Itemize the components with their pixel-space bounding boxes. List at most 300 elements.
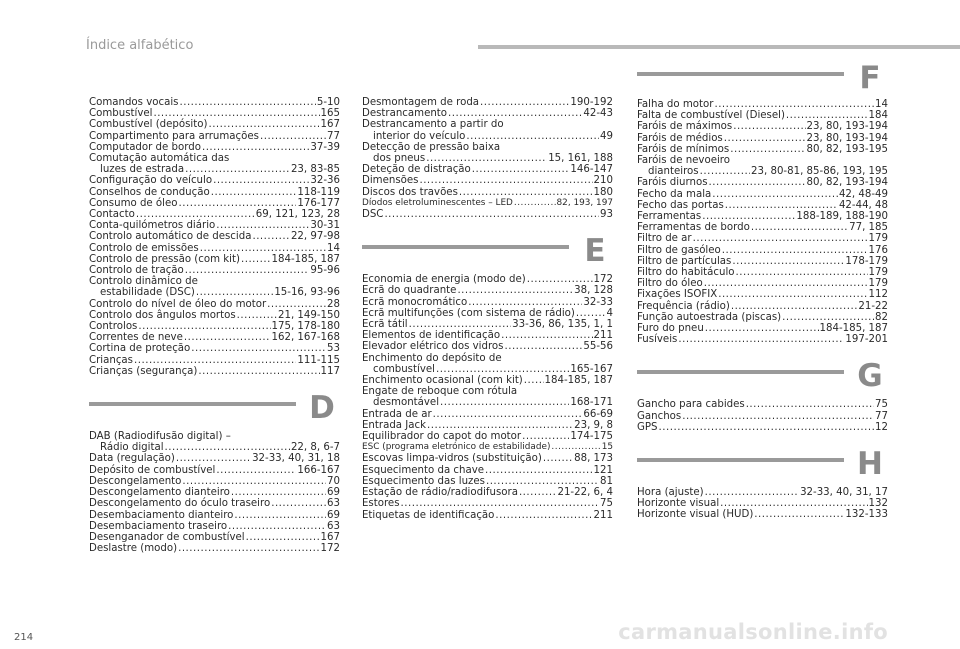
entry-label: Controlo automático de descida xyxy=(89,231,252,243)
index-entry xyxy=(637,509,888,520)
entry-label: Ferramentas de bordo xyxy=(637,222,750,234)
dot-leader xyxy=(782,312,874,323)
entry-label: Controlo do nível de óleo do motor xyxy=(89,298,267,310)
index-entry xyxy=(637,189,888,200)
entry-label: Falha do motor xyxy=(637,99,714,110)
entry-pages: 55-56 xyxy=(583,341,613,353)
index-entry xyxy=(89,254,340,265)
dot-leader xyxy=(704,278,868,289)
entry-label: Compartimento para arrumações xyxy=(89,130,259,142)
index-entry xyxy=(637,289,888,300)
entry-pages: 167 xyxy=(320,119,340,131)
index-entry xyxy=(362,330,613,341)
dot-leader xyxy=(440,397,569,408)
entry-label: Etiquetas de identificação xyxy=(362,509,495,521)
entry-pages: 5-10 xyxy=(316,97,340,108)
index-entry xyxy=(637,166,888,177)
entry-label: Furo do pneu xyxy=(637,323,704,335)
entry-label: Fusíveis xyxy=(637,334,678,346)
entry-label: Faróis diurnos xyxy=(637,177,708,189)
dot-leader xyxy=(176,453,251,464)
entry-label: Crianças (segurança) xyxy=(89,365,198,377)
dot-leader xyxy=(712,189,838,200)
dot-leader xyxy=(246,532,320,543)
entry-label: Contacto xyxy=(89,209,135,221)
entry-pages: 168-171 xyxy=(570,397,613,409)
entry-label: dos pneus xyxy=(373,153,426,165)
dot-leader xyxy=(136,209,255,220)
entry-pages: 28 xyxy=(327,298,340,310)
index-entry xyxy=(89,310,340,321)
entry-label: Controlo de tração xyxy=(89,265,184,277)
index-entry xyxy=(362,375,613,386)
entry-pages: 30-31 xyxy=(310,220,340,232)
dot-leader xyxy=(216,220,309,231)
dot-leader xyxy=(659,422,875,433)
entry-pages: 23, 80, 193-194 xyxy=(806,121,888,133)
dot-leader xyxy=(384,209,599,220)
entry-pages: 174-175 xyxy=(570,431,613,443)
dot-leader xyxy=(427,420,573,431)
entry-pages: 66-69 xyxy=(583,408,613,420)
entry-pages: 23, 83-85 xyxy=(290,164,340,176)
entry-label: Correntes de neve xyxy=(89,332,183,344)
index-column-2 xyxy=(362,97,613,521)
index-entry xyxy=(89,343,340,354)
entry-label: Engate de reboque com rótula xyxy=(362,386,518,398)
dot-leader xyxy=(237,310,277,321)
section-letter: E xyxy=(584,233,606,270)
section-rule xyxy=(637,72,844,76)
index-entry xyxy=(89,97,340,108)
section-header xyxy=(637,61,888,99)
entry-pages: 14 xyxy=(875,99,888,110)
index-entry xyxy=(362,285,613,296)
dot-leader xyxy=(700,166,750,177)
entry-pages: 178-179 xyxy=(845,255,888,267)
dot-leader xyxy=(202,142,309,153)
watermark: carmanualsonline.info xyxy=(618,620,888,644)
entry-label: Discos dos travões xyxy=(362,186,458,198)
dot-leader xyxy=(260,131,326,142)
dot-leader xyxy=(702,211,795,222)
entry-label: Destrancamento a partir do xyxy=(362,119,504,131)
index-entry xyxy=(637,99,888,110)
entry-label: Data (regulação) xyxy=(89,453,175,465)
index-entry xyxy=(362,498,613,509)
dot-leader xyxy=(401,498,600,509)
entry-pages: 75 xyxy=(875,399,888,411)
entry-label: Estores xyxy=(362,498,400,510)
entry-pages: 77 xyxy=(327,130,340,142)
dot-leader xyxy=(733,121,805,132)
index-entry xyxy=(637,144,888,155)
index-entry xyxy=(362,198,613,209)
index-entry xyxy=(362,341,613,352)
entry-pages: 117 xyxy=(320,365,340,377)
dot-leader xyxy=(714,99,874,110)
entry-pages: 32-33, 40, 31, 18 xyxy=(252,453,340,465)
entry-label: Entrada de ar xyxy=(362,408,432,420)
entry-label: Conselhos de condução xyxy=(89,186,210,198)
entry-pages: 23, 9, 8 xyxy=(574,419,613,431)
dot-leader xyxy=(231,487,326,498)
dot-leader xyxy=(241,254,271,265)
index-entry xyxy=(637,110,888,121)
dot-leader xyxy=(433,409,583,420)
index-entry xyxy=(637,245,888,256)
index-section xyxy=(89,391,340,554)
dot-leader xyxy=(448,108,582,119)
entry-label: Horizonte visual (HUD) xyxy=(637,509,754,521)
section-letter: F xyxy=(859,60,881,96)
entry-pages: 95-96 xyxy=(310,265,340,277)
entry-pages: 211 xyxy=(593,509,613,521)
entry-pages: 22, 8, 6-7 xyxy=(290,442,340,454)
entry-label: GPS xyxy=(637,421,658,433)
entry-label: Depósito de combustível xyxy=(89,464,216,476)
entry-label: Esquecimento das luzes xyxy=(362,475,485,487)
entry-pages: 179 xyxy=(868,233,888,245)
section-letter: H xyxy=(857,446,883,483)
section-letter: D xyxy=(309,390,335,427)
entry-label: ESC (programa eletrónico de estabilidade) xyxy=(362,442,551,453)
index-entry xyxy=(637,256,888,267)
index-entry xyxy=(89,521,340,532)
dot-leader xyxy=(504,341,582,352)
dot-leader xyxy=(468,297,582,308)
entry-pages: 49 xyxy=(600,130,613,142)
entry-label: Consumo de óleo xyxy=(89,197,178,209)
dot-leader xyxy=(459,187,593,198)
entry-pages: 23, 80, 193-194 xyxy=(806,132,888,144)
section-rule xyxy=(637,370,844,374)
index-entry xyxy=(89,355,340,366)
section-header xyxy=(637,359,888,399)
entry-label: Ecrã monocromático xyxy=(362,296,468,308)
index-entry xyxy=(637,487,888,498)
entry-label: Enchimento ocasional (com kit) xyxy=(362,375,523,387)
dot-leader xyxy=(725,200,838,211)
dot-leader xyxy=(543,453,573,464)
section-header xyxy=(637,447,888,487)
entry-pages: 132 xyxy=(868,498,888,510)
index-entry xyxy=(89,366,340,377)
entry-pages: 82, 193, 197 xyxy=(556,197,613,208)
entry-label: Filtro de ar xyxy=(637,233,692,245)
index-entry xyxy=(362,164,613,175)
dot-leader xyxy=(267,299,326,310)
dot-leader xyxy=(682,411,874,422)
index-entry xyxy=(362,364,613,375)
dot-leader xyxy=(185,164,290,175)
dot-leader xyxy=(722,245,868,256)
entry-pages: 4 xyxy=(606,307,613,319)
entry-label: Entrada Jack xyxy=(362,419,427,431)
entry-pages: 180 xyxy=(593,186,613,198)
index-entry xyxy=(637,323,888,334)
entry-pages: 112 xyxy=(868,289,888,301)
dot-leader xyxy=(514,198,556,209)
index-entry xyxy=(362,153,613,164)
entry-label: Fecho das portas xyxy=(637,199,724,211)
entry-label: Desembaciamento traseiro xyxy=(89,520,228,532)
entry-pages: 162, 167-168 xyxy=(271,332,340,344)
index-entry xyxy=(362,97,613,108)
dot-leader xyxy=(178,543,319,554)
entry-label: Enchimento do depósito de xyxy=(362,352,502,364)
index-entry xyxy=(362,510,613,521)
entry-pages: 42, 48-49 xyxy=(838,188,888,200)
index-entry xyxy=(637,399,888,410)
index-entry xyxy=(362,353,613,364)
entry-label: Função autoestrada (piscas) xyxy=(637,311,782,323)
entry-label: DSC xyxy=(362,209,384,221)
entry-pages: 167 xyxy=(320,531,340,543)
index-entry xyxy=(362,142,613,153)
entry-pages: 63 xyxy=(327,520,340,532)
index-entry xyxy=(89,220,340,231)
entry-pages: 179 xyxy=(868,267,888,279)
dot-leader xyxy=(153,108,319,119)
dot-leader xyxy=(179,198,297,209)
index-entry xyxy=(362,465,613,476)
entry-label: luzes de estrada xyxy=(100,164,185,176)
entry-pages: 80, 82, 193-194 xyxy=(806,177,888,189)
entry-label: Fixações ISOFIX xyxy=(637,289,718,301)
index-entry xyxy=(637,498,888,509)
entry-label: Hora (ajuste) xyxy=(637,487,704,499)
dot-leader xyxy=(705,487,799,498)
dot-leader xyxy=(485,465,593,476)
index-entry xyxy=(89,498,340,509)
entry-pages: 42-44, 48 xyxy=(838,199,888,211)
entry-label: Horizonte visual xyxy=(637,498,720,510)
entry-label: Combustível xyxy=(89,108,153,120)
entry-pages: 69 xyxy=(327,509,340,521)
entry-label: Ferramentas xyxy=(637,211,702,223)
entry-label: Elementos de identificação xyxy=(362,330,501,342)
index-entry xyxy=(362,297,613,308)
entry-label: Rádio digital xyxy=(100,442,164,454)
dot-leader xyxy=(720,498,867,509)
index-entry xyxy=(89,476,340,487)
entry-pages: 179 xyxy=(868,278,888,290)
entry-label: Faróis de máximos xyxy=(637,121,733,133)
entry-label: Estação de rádio/radiodifusora xyxy=(362,487,518,499)
entry-pages: 69 xyxy=(327,487,340,499)
dot-leader xyxy=(216,465,296,476)
index-entry xyxy=(362,187,613,198)
entry-label: Deslastre (modo) xyxy=(89,543,178,555)
index-entry xyxy=(362,453,613,464)
dot-leader xyxy=(419,175,592,186)
dot-leader xyxy=(522,431,569,442)
dot-leader xyxy=(705,323,819,334)
index-entry xyxy=(89,131,340,142)
entry-pages: 37-39 xyxy=(310,141,340,153)
index-entry xyxy=(89,287,340,298)
entry-pages: 211 xyxy=(593,330,613,342)
entry-pages: 15-16, 93-96 xyxy=(274,287,340,299)
index-entry xyxy=(89,431,340,442)
entry-pages: 21-22 xyxy=(858,300,888,312)
index-entry xyxy=(637,121,888,132)
index-entry xyxy=(637,177,888,188)
entry-label: Filtro de gasóleo xyxy=(637,244,721,256)
dot-leader xyxy=(191,343,326,354)
dot-leader xyxy=(754,509,844,520)
entry-label: Comandos vocais xyxy=(89,97,179,108)
index-entry xyxy=(89,510,340,521)
index-section xyxy=(637,447,888,521)
index-entry xyxy=(637,155,888,166)
entry-pages: 21-22, 6, 4 xyxy=(557,487,613,499)
entry-pages: 184 xyxy=(868,110,888,122)
entry-pages: 111-115 xyxy=(297,354,340,366)
entry-label: Desenganador de combustível xyxy=(89,531,245,543)
dot-leader xyxy=(271,498,326,509)
entry-pages: 53 xyxy=(327,343,340,355)
entry-pages: 172 xyxy=(593,274,613,286)
index-entry xyxy=(89,276,340,287)
dot-leader xyxy=(409,319,512,330)
section-rule xyxy=(637,458,844,462)
dot-leader xyxy=(138,321,270,332)
entry-label: Comutação automática das xyxy=(89,153,230,165)
index-entry xyxy=(362,119,613,130)
index-entry xyxy=(89,119,340,130)
entry-pages: 210 xyxy=(593,175,613,187)
section-header xyxy=(89,391,340,431)
entry-pages: 80, 82, 193-195 xyxy=(806,143,888,155)
dot-leader xyxy=(693,233,868,244)
index-entry xyxy=(362,420,613,431)
index-entry xyxy=(637,233,888,244)
header-bar xyxy=(478,45,960,49)
entry-pages: 42-43 xyxy=(583,108,613,120)
section-rule xyxy=(362,245,569,249)
dot-leader xyxy=(724,133,806,144)
entry-pages: 184-185, 187 xyxy=(544,375,613,387)
entry-label: Computador de bordo xyxy=(89,141,201,153)
header-title: Índice alfabético xyxy=(86,38,194,53)
index-entry xyxy=(637,278,888,289)
section-rule xyxy=(89,402,296,406)
entry-pages: 118-119 xyxy=(297,186,340,198)
index-section xyxy=(637,359,888,433)
entry-pages: 165 xyxy=(320,108,340,120)
dot-leader xyxy=(182,476,326,487)
entry-label: Descongelamento do óculo traseiro xyxy=(89,498,271,510)
section-header xyxy=(362,234,613,274)
index-entry xyxy=(89,532,340,543)
entry-label: Controlo dinâmico de xyxy=(89,276,198,288)
dot-leader xyxy=(730,144,805,155)
index-entry xyxy=(89,142,340,153)
entry-pages: 176 xyxy=(868,244,888,256)
dot-leader xyxy=(678,334,844,345)
index-entry xyxy=(89,543,340,554)
index-entry xyxy=(362,487,613,498)
entry-label: Ecrã do quadrante xyxy=(362,285,457,297)
index-entry xyxy=(89,108,340,119)
index-entry xyxy=(89,198,340,209)
entry-pages: 69, 121, 123, 28 xyxy=(255,209,340,221)
index-entry xyxy=(362,397,613,408)
index-entry xyxy=(637,301,888,312)
dot-leader xyxy=(252,231,290,242)
entry-label: Filtro do óleo xyxy=(637,278,703,290)
entry-pages: 184-185, 187 xyxy=(271,253,340,265)
index-entry xyxy=(637,222,888,233)
entry-label: Deteção de distração xyxy=(362,164,471,176)
entry-label: Fecho da mala xyxy=(637,188,712,200)
index-entry xyxy=(637,334,888,345)
entry-label: Esquecimento da chave xyxy=(362,464,485,476)
entry-pages: 176-177 xyxy=(297,197,340,209)
entry-label: Crianças xyxy=(89,354,133,366)
entry-pages: 88, 173 xyxy=(574,453,613,465)
entry-label: Equilibrador do capot do motor xyxy=(362,431,522,443)
index-entry xyxy=(637,200,888,211)
index-entry xyxy=(637,267,888,278)
entry-pages: 175, 178-180 xyxy=(271,321,340,333)
index-entry xyxy=(362,431,613,442)
entry-pages: 81 xyxy=(600,475,613,487)
entry-pages: 12 xyxy=(875,421,888,433)
entry-label: Frequência (rádio) xyxy=(637,300,730,312)
section-letter: G xyxy=(857,358,883,395)
dot-leader xyxy=(234,510,326,521)
entry-label: Elevador elétrico dos vidros xyxy=(362,341,504,353)
index-entry xyxy=(89,321,340,332)
dot-leader xyxy=(551,442,600,453)
index-entry xyxy=(89,153,340,164)
dot-leader xyxy=(524,375,544,386)
dot-leader xyxy=(466,131,599,142)
dot-leader xyxy=(185,265,310,276)
index-entry xyxy=(637,211,888,222)
index-entry xyxy=(362,131,613,142)
entry-pages: 188-189, 188-190 xyxy=(796,211,888,223)
entry-pages: 33-36, 86, 135, 1, 1 xyxy=(512,319,613,331)
index-entry xyxy=(89,187,340,198)
entry-label: DAB (Radiodifusão digital) – xyxy=(89,431,231,443)
index-entry xyxy=(89,332,340,343)
entry-pages: 21, 149-150 xyxy=(277,309,340,321)
index-entry xyxy=(637,411,888,422)
dot-leader xyxy=(495,510,592,521)
entry-label: estabilidade (DSC) xyxy=(100,287,195,299)
dot-leader xyxy=(501,330,592,341)
entry-pages: 184-185, 187 xyxy=(819,323,888,335)
entry-label: Controlo de pressão (com kit) xyxy=(89,253,240,265)
entry-label: Dimensões xyxy=(362,175,419,187)
entry-label: Faróis de nevoeiro xyxy=(637,155,730,167)
entry-label: Economia de energia (modo de) xyxy=(362,274,526,286)
index-entry xyxy=(362,319,613,330)
dot-leader xyxy=(165,442,290,453)
entry-label: interior do veículo xyxy=(373,130,466,142)
entry-pages: 172 xyxy=(320,543,340,555)
entry-pages: 197-201 xyxy=(845,334,888,346)
dot-leader xyxy=(746,399,874,410)
entry-label: Faróis de médios xyxy=(637,132,723,144)
index-entry xyxy=(89,243,340,254)
dot-leader xyxy=(198,366,319,377)
entry-label: Conta-quilómetros diário xyxy=(89,220,216,232)
